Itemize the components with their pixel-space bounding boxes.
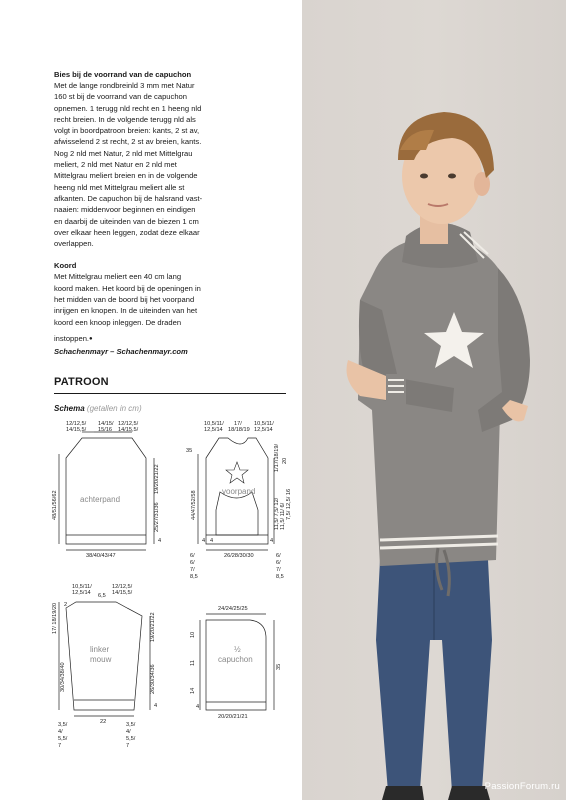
text-line: recht breien. In de volgende terugg nld als (54, 114, 196, 124)
achterpand-outline (66, 438, 146, 544)
voorpand-bottom-right-2: 6/ (276, 560, 281, 566)
achterpand-width: 38/40/43/47 (86, 553, 116, 559)
voorpand-bottom-left-1: 6/ (190, 553, 195, 559)
text-line: en daarbij de uiteinden van de biezen 1 cm (54, 216, 199, 226)
achterpand-right-armhole: 19/20/21/22 (154, 464, 160, 494)
mouw-top-right-1: 12/12,5/ (112, 584, 133, 590)
mouw-bottom-left-3: 5,5/ (58, 736, 68, 742)
heading-rule (54, 393, 286, 394)
achterpand-left-height: 48/51/56/62 (52, 490, 58, 520)
schema-caption (54, 404, 142, 413)
mouw-left-small: 2 (64, 602, 68, 608)
voorpand-pocket-right: 4 (210, 538, 214, 544)
voorpand-bottom-right-3: 7/ (276, 567, 281, 573)
text-line: meliert, 2 nld met Natur en 2 nld met (54, 160, 177, 170)
section-title-koord: Koord (54, 261, 77, 271)
mouw-label-2: mouw (90, 655, 112, 664)
mouw-bottom-right-3: 5,5/ (126, 736, 136, 742)
mouw-bottom-left-2: 4/ (58, 729, 63, 735)
voorpand-top-mid-1: 17/ (234, 421, 242, 427)
voorpand-left-small: 35 (186, 448, 193, 454)
text-line: Mittelgrau meliert breien en in de volgende (54, 171, 198, 181)
mouw-right-height: 26/30/34/36 (150, 664, 156, 694)
text-line: naaien: middenvoor beginnen en eindigen (54, 205, 196, 215)
text-line: afkanten. De capuchon bij de halsrand vast- (54, 193, 203, 203)
achterpand-top-right-2: 14/15,5/ (118, 427, 139, 433)
text-line: koord maken. Het koord bij de openingen in (54, 283, 201, 293)
voorpand-pocket-left: 4 (202, 538, 206, 544)
voorpand-rib: 4 (270, 538, 274, 544)
text-line: instoppen. (54, 333, 90, 343)
mouw-top-left-2: 12,5/14 (72, 590, 91, 596)
voorpand-right-d: 11,5/ 7,5/ 12/ (274, 497, 280, 530)
text-line: afwisselend 2 st recht, 2 st av breien, kants. (54, 137, 202, 147)
capuchon-label-2: capuchon (218, 655, 253, 664)
voorpand-label: voorpand (222, 487, 256, 496)
voorpand-top-right-2: 12,5/14 (254, 427, 273, 433)
child-illustration (302, 0, 566, 800)
end-mark: ● (89, 335, 93, 342)
mouw-rib: 4 (154, 703, 158, 709)
achterpand-right-body: 25/27/31/36 (154, 502, 160, 532)
schema-label: Schema (54, 404, 85, 413)
voorpand-bottom-left-3: 7/ (190, 567, 195, 573)
text-line: Nog 2 nld met Natur, 2 nld met Mittelgrau (54, 148, 193, 158)
section-body-koord (54, 271, 286, 345)
text-line: opnemen. 1 terugg nld recht en 1 heeng nld (54, 103, 202, 113)
mouw-bottom-left-4: 7 (58, 743, 62, 749)
section-body-bies (54, 80, 286, 249)
text-line: overlappen. (54, 239, 94, 249)
text-line: Met de lange rondbreinld 3 mm met Natur (54, 81, 195, 90)
capuchon-left-b: 11 (190, 660, 196, 666)
achterpand-top-left-2: 14/15,5/ (66, 427, 87, 433)
mouw-right-top: 19/20/21/22 (150, 612, 156, 642)
mouw-top-right-2: 14/15,5/ (112, 590, 133, 596)
mouw-top-left-1: 10,5/11/ (72, 584, 92, 590)
text-line: 160 st bij de voorrand van de capuchon (54, 92, 187, 102)
mouw-label-1: linker (90, 645, 110, 654)
capuchon-rib: 4 (196, 704, 200, 710)
voorpand-width: 26/28/30/30 (224, 553, 254, 559)
achterpand-top-mid-2: 15/16 (98, 427, 112, 433)
text-line: Met Mittelgrau meliert een 40 cm lang (54, 272, 182, 282)
mouw-bottom-right-2: 4/ (126, 729, 131, 735)
text-line: het midden van de boord bij het voorpand (54, 295, 195, 305)
voorpand-right-c: 7,5/ 12,5/ 16 (286, 488, 292, 520)
voorpand-top-right-1: 10,5/11/ (254, 421, 274, 427)
voorpand-bottom-right-4: 8,5 (276, 574, 284, 580)
mouw-left-height: 30/34/38/40 (60, 662, 66, 692)
achterpand-rib: 4 (158, 538, 162, 544)
mouw-width: 22 (100, 719, 107, 725)
byline: Schachenmayr – Schachenmayr.com (54, 346, 188, 356)
mouw-bottom-right-1: 3,5/ (126, 722, 136, 728)
voorpand-right-b: 20 (282, 457, 288, 464)
schema-note: (getallen in cm) (86, 404, 142, 413)
voorpand-bottom-right-1: 6/ (276, 553, 281, 559)
achterpand-label: achterpand (80, 495, 121, 504)
voorpand-top-left-1: 10,5/11/ (204, 421, 224, 427)
voorpand-bottom-left-2: 6/ (190, 560, 195, 566)
capuchon-left-c: 14 (190, 687, 196, 694)
capuchon-label-1: ½ (234, 645, 241, 654)
schematic-diagram (54, 420, 294, 760)
section-title-bies: Bies bij de voorrand van de capuchon (54, 70, 192, 79)
capuchon-top: 24/24/25/25 (218, 606, 248, 612)
voorpand-right-a: 1/17/18/19/ (274, 444, 280, 472)
capuchon-width: 20/20/21/21 (218, 714, 248, 720)
capuchon-left-a: 10 (190, 631, 196, 638)
patroon-heading: PATROON (54, 376, 109, 388)
site-watermark: PassionForum.ru (484, 781, 560, 792)
instructions-column (54, 70, 286, 357)
star-icon (226, 462, 248, 483)
voorpand-top-mid-2: 18/18/19 (228, 427, 250, 433)
achterpand-top-mid-1: 14/15/ (98, 421, 114, 427)
text-line: volgt in boordpatroon breien: kants, 2 st av, (54, 126, 200, 136)
mouw-top-mid: 6,5 (98, 593, 106, 599)
text-line: heeng nld met Mittelgrau meliert alle st (54, 182, 185, 192)
voorpand-left-height: 44/47/52/58 (191, 490, 197, 520)
capuchon-right: 35 (276, 663, 282, 670)
text-line: inrijgen en knopen. In de uiteinden van het (54, 306, 198, 316)
mouw-bottom-right-4: 7 (126, 743, 130, 749)
voorpand-right-e: 11,5/ 11/ 6/ (280, 502, 286, 530)
voorpand-bottom-left-4: 8,5 (190, 574, 198, 580)
mouw-bottom-left-1: 3,5/ (58, 722, 68, 728)
mouw-left-top: 17/ 18/19/20 (52, 602, 58, 634)
voorpand-top-left-2: 12,5/14 (204, 427, 223, 433)
capuchon-outline (206, 620, 266, 710)
achterpand-top-right-1: 12/12,5/ (118, 421, 139, 427)
achterpand-top-left-1: 12/12,5/ (66, 421, 87, 427)
model-photo (302, 0, 566, 800)
text-line: over elkaar heen leggen, zodat deze elkaar (54, 227, 200, 237)
text-line: koord een knoop inleggen. De draden (54, 317, 182, 327)
